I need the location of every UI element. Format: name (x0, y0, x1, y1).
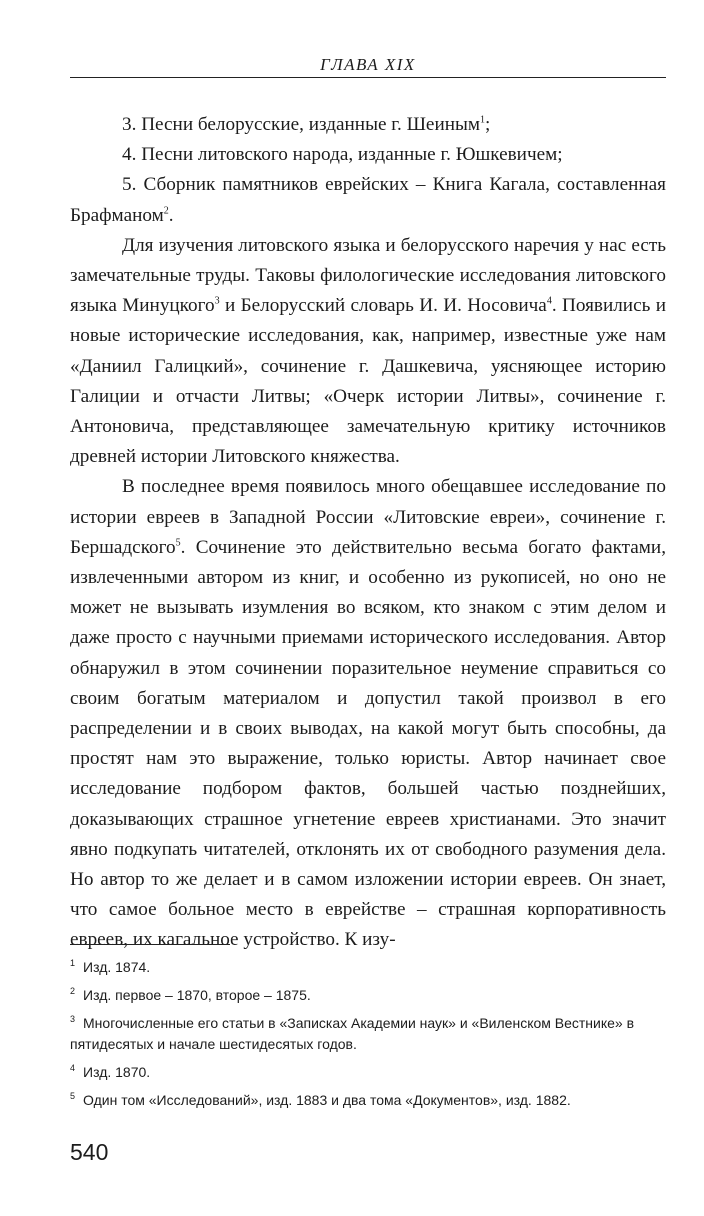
body-text (70, 110, 666, 956)
footnote-ref[interactable]: 2 (163, 205, 169, 217)
footnote-ref[interactable]: 3 (214, 295, 220, 307)
list-item: 3. Песни белорусские, изданные г. Шеиным$^1$; (122, 114, 491, 135)
header-rule (70, 77, 666, 78)
footnote-rule (70, 944, 230, 945)
footnote: $^3$ Многочисленные его статьи в «Записках Академии наук» и «Виленском Вестнике» в пятидесятых и начале шестидесятых годов. (70, 1014, 635, 1052)
paragraph: В последнее время появилось много обещавшее исследование по истории евреев в Западной России «Литовские евреи», сочинение г. Бершадского$^5$. Сочинение это действительно весьма богато фактами, извлеченными автором из книг, и особенно из рукописей, но оно не может не вызывать изумления во всяком, кто знаком с этим делом и даже просто с научными приемами исторического исследования. Автор обнаружил в этом сочинении поразительное неумение справиться со своим богатым материалом и допустил такой произвол в его распределении и в своих выводах, на какой могут быть способны, да простят нам это выражение, только юристы. Автор начинает свое исследование подбором фактов, большей частью позднейших, доказывающих страшное угнетение евреев христианами. Это значит явно подкупать читателей, отклонять их от свободного разумения дела. Но автор то же делает и в самом изложении истории евреев. Он знает, что самое больное место в еврействе – страшная корпоративность евреев, их кагальное устройство. К изу- (70, 476, 666, 951)
paragraph: Для изучения литовского языка и белорусского наречия у нас есть замечательные труды. Таковы филологические исследования литовского языка Минуцкого$^3$ и Белорусский словарь И. И. Носовича$^4$. Появились и новые исторические исследования, как, например, известные уже нам «Даниил Галицкий», сочинение г. Дашкевича, уясняющее историю Галиции и отчасти Литвы; «Очерк истории Литвы», сочинение г. Антоновича, представляющее замечательную критику источников древней истории Литовского княжества. (70, 234, 666, 468)
list-item: 4. Песни литовского народа, изданные г. Юшкевичем; (122, 144, 563, 166)
footnote: $^4$ Изд. 1870. (70, 1063, 151, 1080)
list-item: 5. Сборник памятников еврейских – Книга Кагала, составленная Брафманом$^2$. (70, 174, 666, 226)
footnote: $^1$ Изд. 1874. (70, 958, 151, 975)
page-number: 540 (70, 1139, 109, 1165)
footnote-ref[interactable]: 4 (546, 295, 552, 307)
running-head: ГЛАВА XIX (320, 55, 416, 74)
footnotes (70, 957, 666, 1118)
footnote: $^5$ Один том «Исследований», изд. 1883 и два тома «Документов», изд. 1882. (70, 1091, 571, 1108)
footnote-ref[interactable]: 5 (175, 537, 181, 549)
footnote-ref[interactable]: 1 (480, 114, 486, 126)
footnote: $^2$ Изд. первое – 1870, второе – 1875. (70, 986, 311, 1003)
